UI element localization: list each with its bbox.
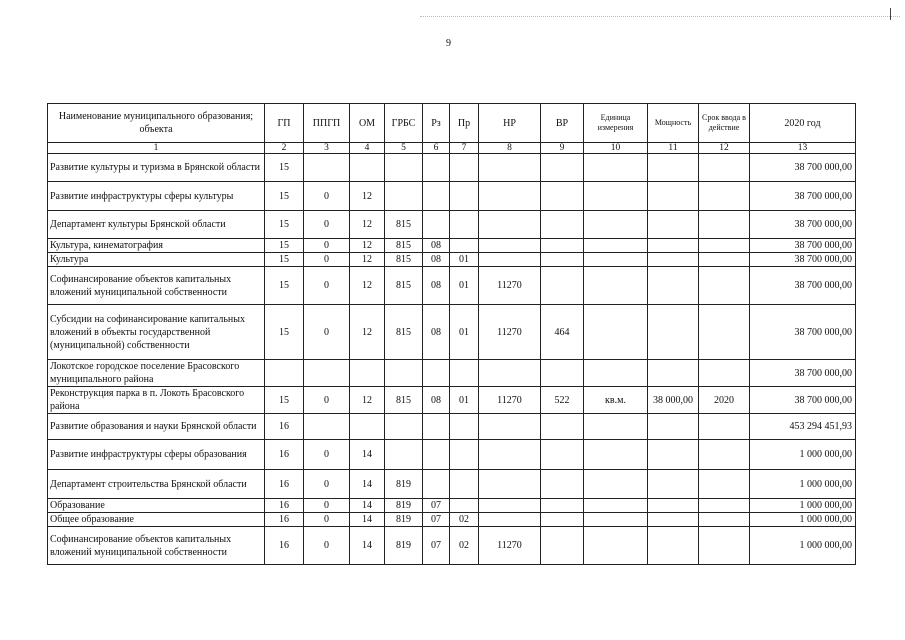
code-cell [584,527,648,565]
amount-cell: 38 700 000,00 [750,253,856,267]
code-cell [423,470,450,499]
code-cell [423,440,450,470]
code-cell: 11270 [479,527,541,565]
row-name-cell: Развитие инфраструктуры сферы образования [48,440,265,470]
amount-cell: 1 000 000,00 [750,499,856,513]
code-cell [450,211,479,239]
code-cell: 14 [350,527,385,565]
code-cell: 522 [541,387,584,414]
code-cell: 0 [304,211,350,239]
code-cell: 08 [423,253,450,267]
code-cell [584,154,648,182]
code-cell: 0 [304,499,350,513]
row-name-cell: Общее образование [48,513,265,527]
code-cell [541,182,584,211]
code-cell: 15 [265,239,304,253]
code-cell [541,470,584,499]
code-cell [450,154,479,182]
code-cell: 819 [385,499,423,513]
code-cell [648,211,699,239]
amount-cell: 38 700 000,00 [750,154,856,182]
header-row [48,104,856,143]
code-cell: 14 [350,499,385,513]
code-cell [350,154,385,182]
code-cell [423,414,450,440]
code-cell: 11270 [479,267,541,305]
code-cell [541,527,584,565]
code-cell [479,513,541,527]
code-cell [541,267,584,305]
code-cell [541,239,584,253]
code-cell [648,267,699,305]
code-cell [385,414,423,440]
code-cell: 12 [350,387,385,414]
code-cell [450,414,479,440]
code-cell [699,305,750,360]
code-cell: 12 [350,267,385,305]
code-cell [541,154,584,182]
col-header-rz: Рз [423,104,450,143]
amount-cell: 1 000 000,00 [750,527,856,565]
code-cell [584,239,648,253]
code-cell: 12 [350,182,385,211]
code-cell: 819 [385,470,423,499]
code-cell: 16 [265,440,304,470]
code-cell [648,470,699,499]
code-cell: 0 [304,440,350,470]
amount-cell: 38 700 000,00 [750,360,856,387]
code-cell [699,154,750,182]
code-cell: 815 [385,387,423,414]
table-row [48,440,856,470]
code-cell [584,499,648,513]
table-row [48,470,856,499]
col-header-capacity: Мощность [648,104,699,143]
code-cell [541,253,584,267]
code-cell [304,154,350,182]
code-cell [304,360,350,387]
code-cell: 0 [304,253,350,267]
code-cell: 0 [304,527,350,565]
row-name-cell: Реконструкция парка в п. Локоть Брасовского района [48,387,265,414]
code-cell [350,360,385,387]
code-cell: 01 [450,305,479,360]
code-cell: 15 [265,211,304,239]
amount-cell: 38 700 000,00 [750,305,856,360]
budget-table [47,103,856,565]
row-name-cell: Развитие образования и науки Брянской области [48,414,265,440]
code-cell: 14 [350,440,385,470]
code-cell [584,513,648,527]
code-cell [479,499,541,513]
page-number: 9 [446,38,451,49]
code-cell [450,239,479,253]
code-cell [541,440,584,470]
code-cell: 0 [304,513,350,527]
code-cell: 14 [350,513,385,527]
code-cell: 815 [385,239,423,253]
code-cell [699,470,750,499]
table-row [48,360,856,387]
code-cell: 12 [350,239,385,253]
code-cell [385,182,423,211]
code-cell: 15 [265,387,304,414]
code-cell: 12 [350,211,385,239]
amount-cell: 453 294 451,93 [750,414,856,440]
code-cell: 07 [423,499,450,513]
table-row [48,253,856,267]
code-cell: 815 [385,305,423,360]
table-row [48,182,856,211]
code-cell [584,267,648,305]
code-cell: 08 [423,267,450,305]
code-cell [584,211,648,239]
row-name-cell: Локотское городское поселение Брасовского муниципального района [48,360,265,387]
code-cell [423,182,450,211]
col-header-grbs: ГРБС [385,104,423,143]
table-row [48,154,856,182]
code-cell [479,360,541,387]
code-cell [450,470,479,499]
code-cell: 08 [423,305,450,360]
code-cell [648,182,699,211]
code-cell: кв.м. [584,387,648,414]
code-cell [479,182,541,211]
code-cell: 815 [385,267,423,305]
code-cell [648,440,699,470]
code-cell [648,513,699,527]
code-cell [648,414,699,440]
col-header-year-2020: 2020 год [750,104,856,143]
code-cell: 38 000,00 [648,387,699,414]
code-cell: 0 [304,387,350,414]
code-cell [541,360,584,387]
col-header-gp: ГП [265,104,304,143]
amount-cell: 1 000 000,00 [750,513,856,527]
code-cell [699,513,750,527]
col-header-name: Наименование муниципального образования; объекта [48,104,265,143]
code-cell: 15 [265,154,304,182]
amount-cell: 38 700 000,00 [750,239,856,253]
table-row [48,211,856,239]
code-cell [699,499,750,513]
col-header-commissioning: Срок ввода в действие [699,104,750,143]
code-cell: 08 [423,239,450,253]
code-cell: 815 [385,253,423,267]
code-cell: 01 [450,253,479,267]
amount-cell: 38 700 000,00 [750,211,856,239]
code-cell: 15 [265,182,304,211]
code-cell: 15 [265,253,304,267]
code-cell [385,154,423,182]
code-cell [648,527,699,565]
amount-cell: 38 700 000,00 [750,182,856,211]
amount-cell: 38 700 000,00 [750,387,856,414]
code-cell: 15 [265,267,304,305]
row-name-cell: Софинансирование объектов капитальных вложений муниципальной собственности [48,527,265,565]
col-header-pr: Пр [450,104,479,143]
table-row [48,387,856,414]
code-cell: 16 [265,470,304,499]
code-cell: 02 [450,513,479,527]
code-cell: 0 [304,182,350,211]
table-row [48,305,856,360]
table-row [48,239,856,253]
row-name-cell: Культура, кинематография [48,239,265,253]
code-cell [479,154,541,182]
code-cell [541,414,584,440]
col-num: 9 [541,143,584,154]
col-header-vr: ВР [541,104,584,143]
code-cell [450,360,479,387]
code-cell [648,253,699,267]
col-num: 10 [584,143,648,154]
code-cell [648,360,699,387]
row-name-cell: Департамент строительства Брянской области [48,470,265,499]
code-cell [584,253,648,267]
code-cell [584,360,648,387]
code-cell: 0 [304,305,350,360]
code-cell [699,527,750,565]
row-name-cell: Субсидии на софинансирование капитальных вложений в объекты государственной (муниципальной) собственности [48,305,265,360]
code-cell: 16 [265,513,304,527]
amount-cell: 1 000 000,00 [750,470,856,499]
code-cell [423,360,450,387]
code-cell [584,305,648,360]
code-cell [479,211,541,239]
code-cell [304,414,350,440]
code-cell [699,211,750,239]
table-row [48,499,856,513]
code-cell [699,440,750,470]
code-cell [479,470,541,499]
code-cell: 16 [265,414,304,440]
code-cell: 07 [423,527,450,565]
code-cell: 07 [423,513,450,527]
code-cell: 11270 [479,305,541,360]
col-num: 5 [385,143,423,154]
amount-cell: 1 000 000,00 [750,440,856,470]
code-cell [385,360,423,387]
code-cell: 2020 [699,387,750,414]
code-cell [584,470,648,499]
col-num: 1 [48,143,265,154]
code-cell [699,414,750,440]
col-num: 2 [265,143,304,154]
code-cell [584,182,648,211]
code-cell [450,499,479,513]
code-cell: 01 [450,387,479,414]
col-num: 8 [479,143,541,154]
code-cell [479,414,541,440]
code-cell [479,239,541,253]
col-header-unit: Единица измерения [584,104,648,143]
table-row [48,414,856,440]
code-cell [479,253,541,267]
code-cell [541,211,584,239]
code-cell: 815 [385,211,423,239]
code-cell: 16 [265,499,304,513]
code-cell [350,414,385,440]
code-cell [584,414,648,440]
col-num: 4 [350,143,385,154]
col-header-ppgp: ППГП [304,104,350,143]
code-cell [385,440,423,470]
code-cell: 15 [265,305,304,360]
row-name-cell: Софинансирование объектов капитальных вложений муниципальной собственности [48,267,265,305]
code-cell [699,267,750,305]
row-name-cell: Культура [48,253,265,267]
code-cell [541,499,584,513]
row-name-cell: Развитие инфраструктуры сферы культуры [48,182,265,211]
col-num: 3 [304,143,350,154]
code-cell [699,239,750,253]
code-cell: 11270 [479,387,541,414]
code-cell [541,513,584,527]
row-name-cell: Департамент культуры Брянской области [48,211,265,239]
code-cell [450,182,479,211]
code-cell: 02 [450,527,479,565]
header-scan-line [420,16,900,17]
row-name-cell: Развитие культуры и туризма в Брянской области [48,154,265,182]
code-cell [584,440,648,470]
col-num: 13 [750,143,856,154]
code-cell: 819 [385,527,423,565]
code-cell [423,154,450,182]
code-cell [699,182,750,211]
code-cell [648,499,699,513]
code-cell [265,360,304,387]
code-cell: 0 [304,470,350,499]
code-cell [423,211,450,239]
code-cell: 12 [350,253,385,267]
code-cell: 08 [423,387,450,414]
code-cell: 0 [304,239,350,253]
code-cell: 12 [350,305,385,360]
code-cell [648,305,699,360]
col-num: 11 [648,143,699,154]
col-num: 7 [450,143,479,154]
row-name-cell: Образование [48,499,265,513]
table-row [48,527,856,565]
col-num: 12 [699,143,750,154]
amount-cell: 38 700 000,00 [750,267,856,305]
code-cell [648,239,699,253]
code-cell [699,253,750,267]
code-cell [450,440,479,470]
table-row [48,513,856,527]
code-cell: 819 [385,513,423,527]
table-row [48,267,856,305]
code-cell [479,440,541,470]
code-cell: 01 [450,267,479,305]
code-cell: 16 [265,527,304,565]
col-num: 6 [423,143,450,154]
code-cell: 14 [350,470,385,499]
code-cell [648,154,699,182]
code-cell: 0 [304,267,350,305]
col-header-om: ОМ [350,104,385,143]
code-cell [699,360,750,387]
scan-mark [890,8,891,20]
col-header-nr: НР [479,104,541,143]
column-number-row [48,143,856,154]
code-cell: 464 [541,305,584,360]
